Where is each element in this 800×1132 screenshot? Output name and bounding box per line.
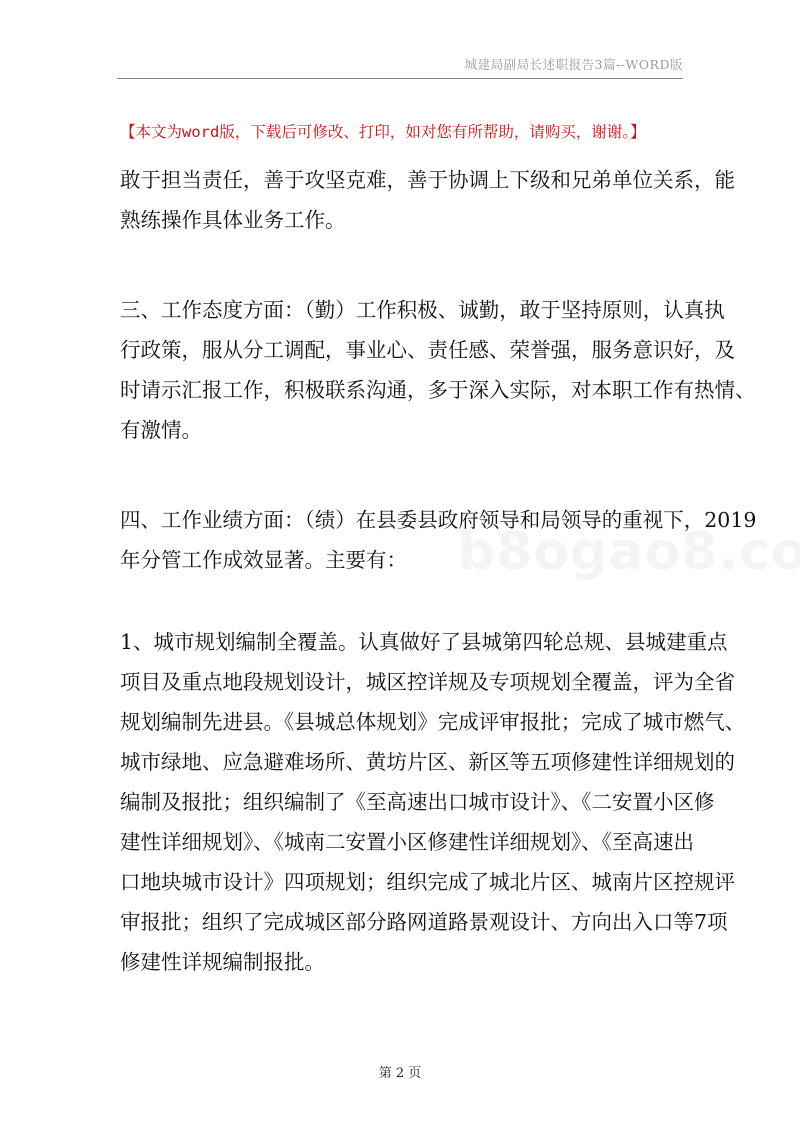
- body-line: 口地块城市设计》四项规划；组织完成了城北片区、城南片区控规评: [120, 870, 735, 894]
- body-line: 建性详细规划》、《城南二安置小区修建性详细规划》、《至高速出: [120, 830, 694, 854]
- body-line: 1、城市规划编制全覆盖。认真做好了县城第四轮总规、县城建重点: [120, 630, 728, 654]
- body-line: 审报批；组织了完成城区部分路网道路景观设计、方向出入口等7项: [120, 910, 728, 934]
- page-header: [117, 52, 683, 79]
- purchase-notice: 【本文为word版，下载后可修改、打印，如对您有所帮助，请购买，谢谢。】: [120, 123, 646, 141]
- body-line: 有激情。: [120, 418, 202, 442]
- body-line: 行政策，服从分工调配，事业心、责任感、荣誉强，服务意识好，及: [120, 338, 735, 362]
- header-title: 城建局副局长述职报告3篇--WORD版: [464, 57, 683, 72]
- body-line: 项目及重点地段规划设计，城区控详规及专项规划全覆盖，评为全省: [120, 670, 735, 694]
- body-line: 三、工作态度方面：（勤）工作积极、诚勤，敢于坚持原则，认真执: [120, 298, 725, 322]
- body-line: 城市绿地、应急避难场所、黄坊片区、新区等五项修建性详细规划的: [120, 750, 735, 774]
- body-line: 年分管工作成效显著。主要有：: [120, 548, 407, 572]
- body-line: 编制及报批；组织编制了《至高速出口城市设计》、《二安置小区修: [120, 790, 715, 814]
- body-line: 敢于担当责任，善于攻坚克难，善于协调上下级和兄弟单位关系，能: [120, 168, 735, 192]
- body-line: 四、工作业绩方面：（绩）在县委县政府领导和局领导的重视下，2019: [120, 508, 757, 532]
- body-line: 熟练操作具体业务工作。: [120, 208, 346, 232]
- page-number: 第 2 页: [378, 1066, 422, 1081]
- body-line: 时请示汇报工作，积极联系沟通，多于深入实际，对本职工作有热情、: [120, 378, 756, 402]
- body-line: 规划编制先进县。《县城总体规划》完成评审报批；完成了城市燃气、: [120, 710, 746, 734]
- body-line: 修建性详规编制报批。: [120, 950, 325, 974]
